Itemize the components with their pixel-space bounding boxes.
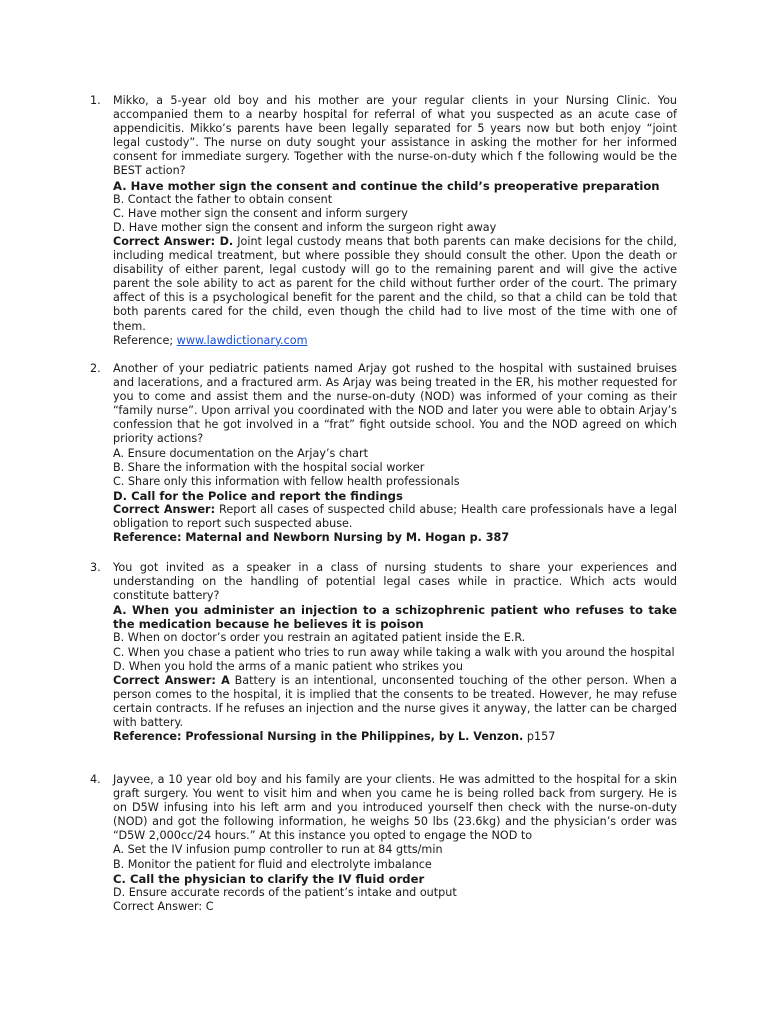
answer-label: Correct Answer: xyxy=(113,502,216,516)
option-a: A. Ensure documentation on the Arjay’s chart xyxy=(113,446,368,460)
option-c: C. Share only this information with fellow health professionals xyxy=(113,474,460,488)
answer-label: Correct Answer: A xyxy=(113,673,230,687)
option-d: D. Have mother sign the consent and inform the surgeon right away xyxy=(113,220,497,234)
option-b: B. Contact the father to obtain consent xyxy=(113,192,333,206)
answer-rationale: Battery is an intentional, unconsented touching of the other person. When a person comes to the hospital, it is implied that the consents to be treated. However, he may refuse certain contracts. If he refuses an injection and the nurse gives it anyway, the latter can be charged with battery. xyxy=(113,673,677,730)
reference-label: Reference; xyxy=(113,333,177,347)
option-b: B. Monitor the patient for fluid and electrolyte imbalance xyxy=(113,857,432,871)
reference-title: Reference: Professional Nursing in the Philippines, by L. Venzon. xyxy=(113,730,524,744)
reference xyxy=(113,334,677,348)
option-c: C. Have mother sign the consent and inform surgery xyxy=(113,206,408,220)
answer-rationale: Joint legal custody means that both parents can make decisions for the child, including medical treatment, but where possible they should consult the other. Upon the death or disability of either parent, legal custody will go to the remaining parent and will give the active parent the sole ability to act as parent for the child without further order of the court. The primary affect of this is a psychological benefit for the parent and the child, so that a child can be told that both parents cared for the child, even though the child had to live most of the time with one of them. xyxy=(113,234,677,333)
option-b: B. Share the information with the hospital social worker xyxy=(113,460,425,474)
option-c: C. Call the physician to clarify the IV fluid order xyxy=(113,871,425,886)
question-number: 4. xyxy=(90,773,101,786)
option-d: D. Ensure accurate records of the patient’s intake and output xyxy=(113,885,457,899)
question-number: 1. xyxy=(90,94,101,107)
option-b: B. When on doctor’s order you restrain an agitated patient inside the E.R. xyxy=(113,631,526,645)
question-stem: You got invited as a speaker in a class of nursing students to share your experiences and understanding on the handling of potential legal cases while in practice. Which acts would constitute battery? xyxy=(113,561,677,603)
answer-label: Correct Answer: D. xyxy=(113,234,234,248)
correct-answer: Correct Answer: C xyxy=(113,899,214,913)
reference-page: p157 xyxy=(523,730,556,744)
option-d: D. Call for the Police and report the findings xyxy=(113,488,403,503)
option-c: C. When you chase a patient who tries to run away while taking a walk with you around the hospital xyxy=(113,645,675,659)
option-a: A. Set the IV infusion pump controller to run at 84 gtts/min xyxy=(113,843,443,857)
reference-link[interactable]: www.lawdictionary.com xyxy=(176,333,308,347)
question-number: 3. xyxy=(90,561,101,574)
question-stem: Another of your pediatric patients named Arjay got rushed to the hospital with sustained bruises and lacerations, and a fractured arm. As Arjay was being treated in the ER, his mother requested for you to come and assist them and the nurse-on-duty (NOD) was informed of your coming as their “family nurse”. Upon arrival you coordinated with the NOD and later you were able to obtain Arjay’s confession that he got involved in a “frat” fight outside school. You and the NOD agreed on which priority actions? xyxy=(113,362,677,446)
option-a: A. When you administer an injection to a schizophrenic patient who refuses to take the medication because he believes it is poison xyxy=(113,603,677,632)
reference: Reference: Maternal and Newborn Nursing by M. Hogan p. 387 xyxy=(113,531,510,545)
correct-answer xyxy=(113,674,677,730)
question-stem: Mikko, a 5-year old boy and his mother are your regular clients in your Nursing Clinic. You accompanied them to a nearby hospital for referral of what you suspected as an acute case of appendicitis. Mikko’s parents have been legally separated for 5 years now but both enjoy “joint legal custody”. The nurse on duty sought your assistance in asking the mother for her informed consent for immediate surgery. Together with the nurse-on-duty which f the following would be the BEST action? xyxy=(113,94,677,178)
reference xyxy=(113,730,677,744)
correct-answer xyxy=(113,503,677,531)
question-stem: Jayvee, a 10 year old boy and his family are your clients. He was admitted to the hospital for a skin graft surgery. You went to visit him and when you came he is being rolled back from surgery. He is on D5W infusing into his left arm and you introduced yourself then check with the nurse-on-duty (NOD) and got the following information, he weighs 50 lbs (23.6kg) and the physician’s order was “D5W 2,000cc/24 hours.” At this instance you opted to engage the NOD to xyxy=(113,773,677,843)
option-d: D. When you hold the arms of a manic patient who strikes you xyxy=(113,659,463,673)
correct-answer xyxy=(113,235,677,334)
question-number: 2. xyxy=(90,362,101,375)
question-1 xyxy=(90,94,677,348)
question-2 xyxy=(90,362,677,545)
option-a: A. Have mother sign the consent and continue the child’s preoperative preparation xyxy=(113,178,660,193)
question-3 xyxy=(90,561,677,744)
answer-rationale: Report all cases of suspected child abuse; Health care professionals have a legal obligation to report such suspected abuse. xyxy=(113,502,677,531)
question-4 xyxy=(90,773,677,914)
